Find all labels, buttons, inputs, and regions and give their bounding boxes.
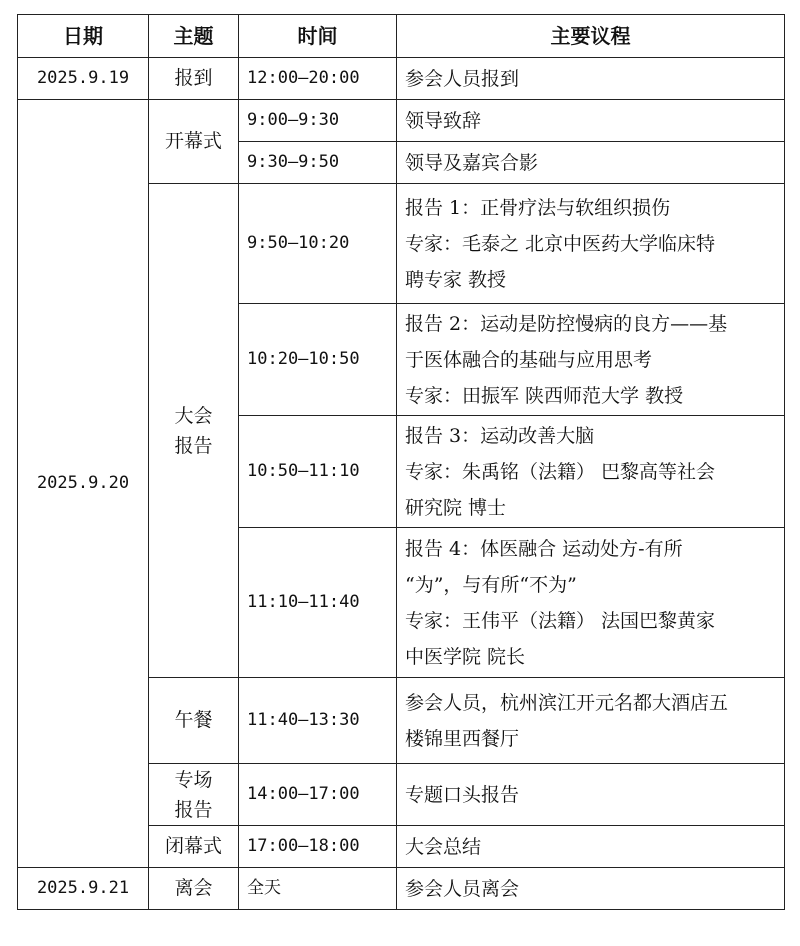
agenda-table — [17, 14, 785, 910]
topic-line: 专场 — [174, 768, 213, 791]
date-cell: 2025.9.20 — [18, 100, 149, 868]
topic-cell — [149, 184, 239, 678]
agenda-line: 研究院 博士 — [405, 496, 507, 519]
time-cell: 全天 — [239, 868, 397, 910]
agenda-line: 领导及嘉宾合影 — [405, 151, 539, 174]
time-cell: 9:30—9:50 — [239, 142, 397, 184]
date-cell: 2025.9.19 — [18, 58, 149, 100]
time-cell: 9:50—10:20 — [239, 184, 397, 304]
agenda-cell — [397, 184, 785, 304]
time-cell: 10:50—11:10 — [239, 416, 397, 528]
agenda-line: 报告 4：体医融合 运动处方-有所 — [405, 537, 683, 560]
time-cell: 14:00—17:00 — [239, 764, 397, 826]
agenda-line: 专家：毛泰之 北京中医药大学临床特 — [405, 232, 716, 255]
topic-cell: 报到 — [149, 58, 239, 100]
table-header-row — [18, 15, 785, 58]
agenda-cell — [397, 58, 785, 100]
time-cell: 17:00—18:00 — [239, 826, 397, 868]
agenda-cell — [397, 764, 785, 826]
header-time: 时间 — [239, 15, 397, 58]
agenda-line: 参会人员报到 — [405, 67, 520, 90]
agenda-line: 楼锦里西餐厅 — [405, 727, 520, 750]
agenda-cell — [397, 868, 785, 910]
topic-cell: 午餐 — [149, 678, 239, 764]
agenda-line: 专题口头报告 — [405, 783, 520, 806]
agenda-cell — [397, 528, 785, 678]
time-cell: 10:20—10:50 — [239, 304, 397, 416]
table-row — [18, 100, 785, 142]
agenda-cell — [397, 304, 785, 416]
table-row — [18, 868, 785, 910]
topic-line: 报告 — [174, 434, 213, 457]
agenda-table-wrapper — [17, 14, 784, 910]
agenda-line: 于医体融合的基础与应用思考 — [405, 348, 653, 371]
agenda-line: 大会总结 — [405, 835, 482, 858]
agenda-line: 报告 1：正骨疗法与软组织损伤 — [405, 196, 671, 219]
date-cell: 2025.9.21 — [18, 868, 149, 910]
topic-cell: 离会 — [149, 868, 239, 910]
topic-cell: 闭幕式 — [149, 826, 239, 868]
time-cell: 11:10—11:40 — [239, 528, 397, 678]
topic-line: 大会 — [174, 404, 213, 427]
agenda-line: 报告 2：运动是防控慢病的良方——基 — [405, 312, 728, 335]
time-cell: 9:00—9:30 — [239, 100, 397, 142]
agenda-cell — [397, 142, 785, 184]
agenda-cell — [397, 100, 785, 142]
agenda-line: 领导致辞 — [405, 109, 482, 132]
header-date: 日期 — [18, 15, 149, 58]
agenda-line: 专家：王伟平（法籍） 法国巴黎黄家 — [405, 609, 716, 632]
topic-line: 报告 — [174, 798, 213, 821]
agenda-line: 报告 3：运动改善大脑 — [405, 424, 595, 447]
agenda-line: “为”，与有所“不为” — [405, 573, 577, 596]
topic-cell: 开幕式 — [149, 100, 239, 184]
agenda-line: 专家：朱禹铭（法籍） 巴黎高等社会 — [405, 460, 716, 483]
agenda-line: 参会人员离会 — [405, 877, 520, 900]
agenda-cell — [397, 416, 785, 528]
agenda-line: 参会人员，杭州滨江开元名都大酒店五 — [405, 691, 729, 714]
topic-cell — [149, 764, 239, 826]
time-cell: 12:00—20:00 — [239, 58, 397, 100]
header-agenda: 主要议程 — [397, 15, 785, 58]
agenda-cell — [397, 678, 785, 764]
agenda-line: 专家：田振军 陕西师范大学 教授 — [405, 384, 684, 407]
header-topic: 主题 — [149, 15, 239, 58]
agenda-cell — [397, 826, 785, 868]
table-row — [18, 58, 785, 100]
agenda-line: 中医学院 院长 — [405, 645, 526, 668]
time-cell: 11:40—13:30 — [239, 678, 397, 764]
agenda-line: 聘专家 教授 — [405, 268, 507, 291]
